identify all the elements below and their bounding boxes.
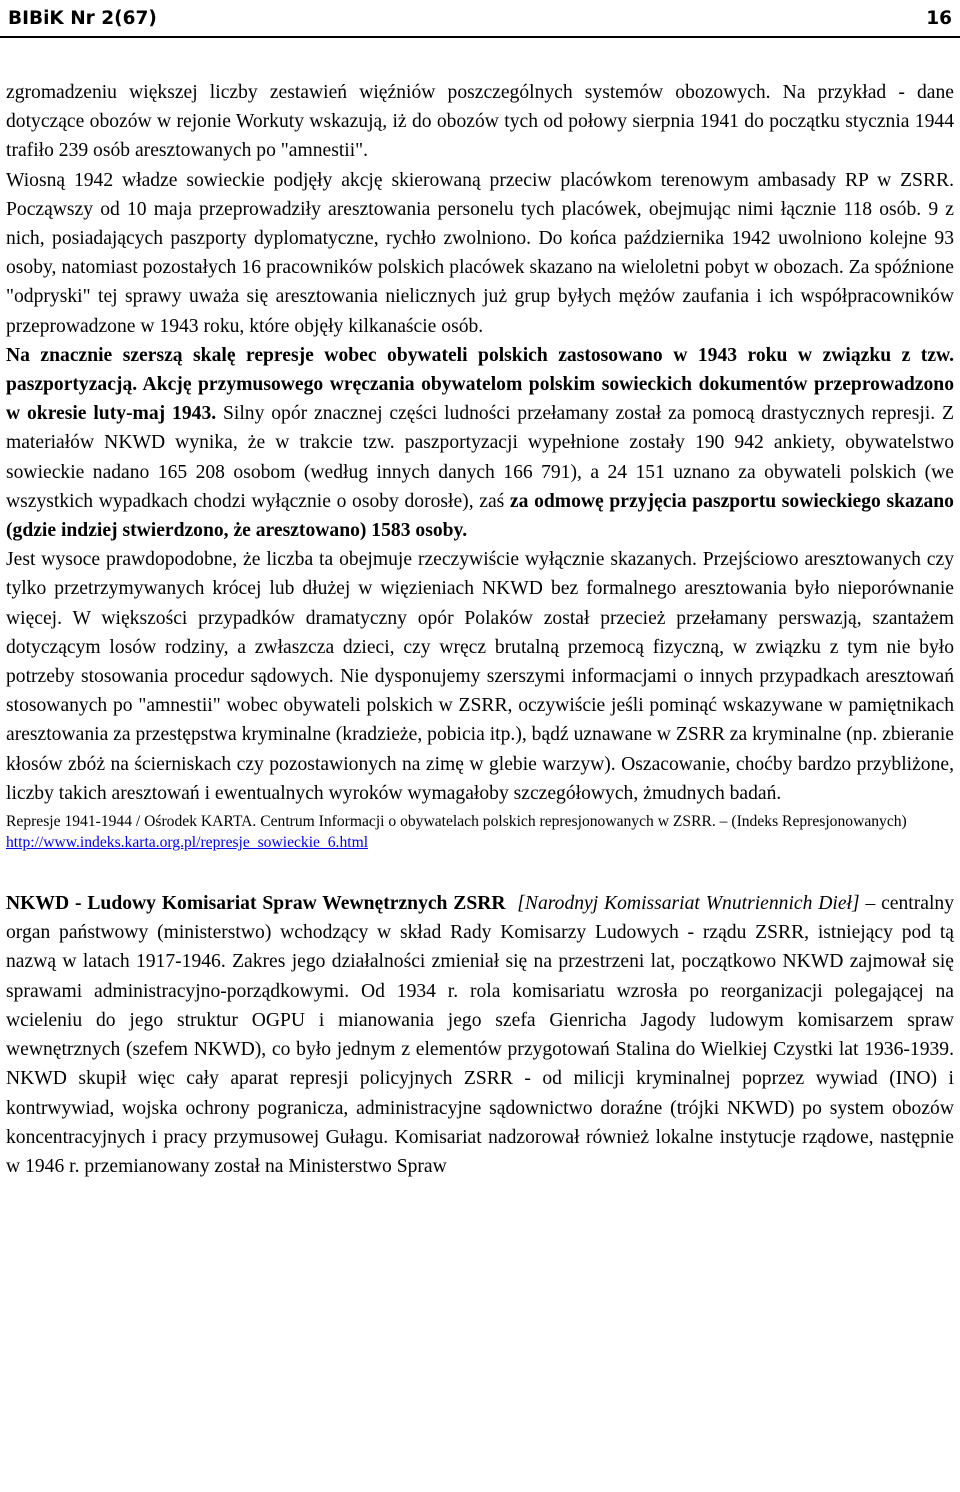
- page-header: [0, 0, 960, 38]
- bold-text: Na znacznie szerszą skalę represje wobec obywateli polskich zastosowano w 1943 roku w związku z tzw. paszportyzacją. Akcję przymusowego wręczania obywatelom polskim sowieckich dokumentów przeprowadzono w okresie luty-maj 1943.: [6, 344, 954, 425]
- paragraph-embassy: [6, 166, 954, 341]
- page-number: 16: [926, 7, 952, 29]
- nkwd-russian-name: [Narodnyj Komissariat Wnutriennich Dieł]: [517, 893, 860, 915]
- article-body: [0, 38, 960, 1181]
- nkwd-term: NKWD - Ludowy Komisariat Spraw Wewnętrznych ZSRR: [6, 893, 506, 915]
- nkwd-definition: [6, 889, 954, 1181]
- paragraph-text: Wiosną 1942 władze sowieckie podjęły akcję skierowaną przeciw placówkom terenowym ambasady RP w ZSRR. Począwszy od 10 maja przeprowadziły aresztowania personelu tych placówek, obejmując nimi łącznie 118 osób. 9 z nich, posiadających paszporty dyplomatyczne, rychło zwolniono. Do końca października 1942 uwolniono kolejne 93 osoby, natomiast pozostałych 16 pracowników polskich placówek skazano na wieloletni pobyt w obozach. Za spóźnione "odpryski" tej sprawy uważa się aresztowania nielicznych już grup byłych mężów zaufania i ich współpracowników przeprowadzone w 1943 roku, które objęły kilkanaście osób.: [6, 169, 954, 337]
- citation-text: Represje 1941-1944 / Ośrodek KARTA. Centrum Informacji o obywatelach polskich represjonowanych w ZSRR. – (Indeks Represjonowanych): [6, 813, 907, 831]
- paragraph-passportization: [6, 341, 954, 545]
- journal-title: BIBiK Nr 2(67): [8, 7, 157, 29]
- paragraph-vorkuta: [6, 78, 954, 166]
- paragraph-text: Jest wysoce prawdopodobne, że liczba ta obejmuje rzeczywiście wyłącznie skazanych. Przejściowo aresztowanych czy tylko przetrzymywanych krócej lub dłużej w więzieniach NKWD bez formalnego aresztowania było nieporównanie więcej. W większości przypadków dramatyczny opór Polaków został przecież przełamany perswazją, szantażem dotyczącym losów rodziny, a zwłaszcza dzieci, czy wręcz brutalną przemocą fizyczną, w związku z tym nie było potrzeby stosowania procedur sądowych. Nie dysponujemy szerszymi informacjami o innych przypadkach aresztowań stosowanych po "amnestii" wobec obywateli polskich w ZSRR, oczywiście jeśli pominąć wskazywane w pamiętnikach aresztowania za przestępstwa kryminalne (kradzieże, pobicia itp.), bądź uznawane w ZSRR za kryminalne (np. zbieranie kłosów zbóż na ścierniskach czy pozostawionych na zimę w glebie warzyw). Oszacowanie, choćby bardzo przybliżone, liczby takich aresztowań i ewentualnych wyroków wymagałoby szczegółowych, żmudnych badań.: [6, 549, 954, 804]
- bold-text: za odmowę przyjęcia paszportu sowieckiego skazano (gdzie indziej stwierdzono, że aresztowano) 1583 osoby.: [6, 490, 954, 542]
- paragraph-text: Silny opór znacznej części ludności przełamany został za pomocą drastycznych represji. Z materiałów NKWD wynika, że w trakcie tzw. paszportyzacji wypełnione zostały 190 942 ankiety, obywatelstwo sowieckie nadano 165 208 osobom (według innych danych 166 791), a 24 151 uznano za obywateli polskich (we wszystkich wypadkach chodzi wyłącznie o osoby dorosłe), zaś: [6, 403, 954, 512]
- paragraph-text: zgromadzeniu większej liczby zestawień więźniów poszczególnych systemów obozowych. Na przykład - dane dotyczące obozów w rejonie Workuty wskazują, iż do obozów tych od połowy sierpnia 1941 do początku stycznia 1944 trafiło 239 osób aresztowanych po "amnestii".: [6, 82, 954, 162]
- section-gap: [6, 853, 954, 889]
- source-link[interactable]: http://www.indeks.karta.org.pl/represje_sowieckie_6.html: [6, 834, 369, 852]
- paragraph-text: – centralny organ państwowy (ministerstwo) wchodzący w skład Rady Komisarzy Ludowych - rządu ZSRR, istniejący pod tą nazwą w latach 1917-1946. Zakres jego działalności zmieniał się na przestrzeni lat, początkowo NKWD zajmował się sprawami administracyjno-porządkowymi. Od 1934 r. rola komisariatu wzrosła po reorganizacji polegającej na wcieleniu do jego struktur OGPU i mianowania jego szefa Gienricha Jagody ludowym komisarzem spraw wewnętrznych (szefem NKWD), co było jednym z elementów przygotowań Stalina do Wielkiej Czystki lat 1936-1939. NKWD skupił więc cały aparat represji policyjnych ZSRR - od milicji kryminalnej poprzez wywiad (INO) i kontrwywiad, wojska ochrony pogranicza, administracyjne sądownictwo doraźne (trójki NKWD) po system obozów koncentracyjnych i pracy przymusowej Gułagu. Komisariat nadzorował również lokalne instytucje rządowe, następnie w 1946 r. przemianowany został na Ministerstwo Spraw: [6, 893, 954, 1177]
- paragraph-estimate: [6, 545, 954, 808]
- source-citation: [6, 811, 954, 853]
